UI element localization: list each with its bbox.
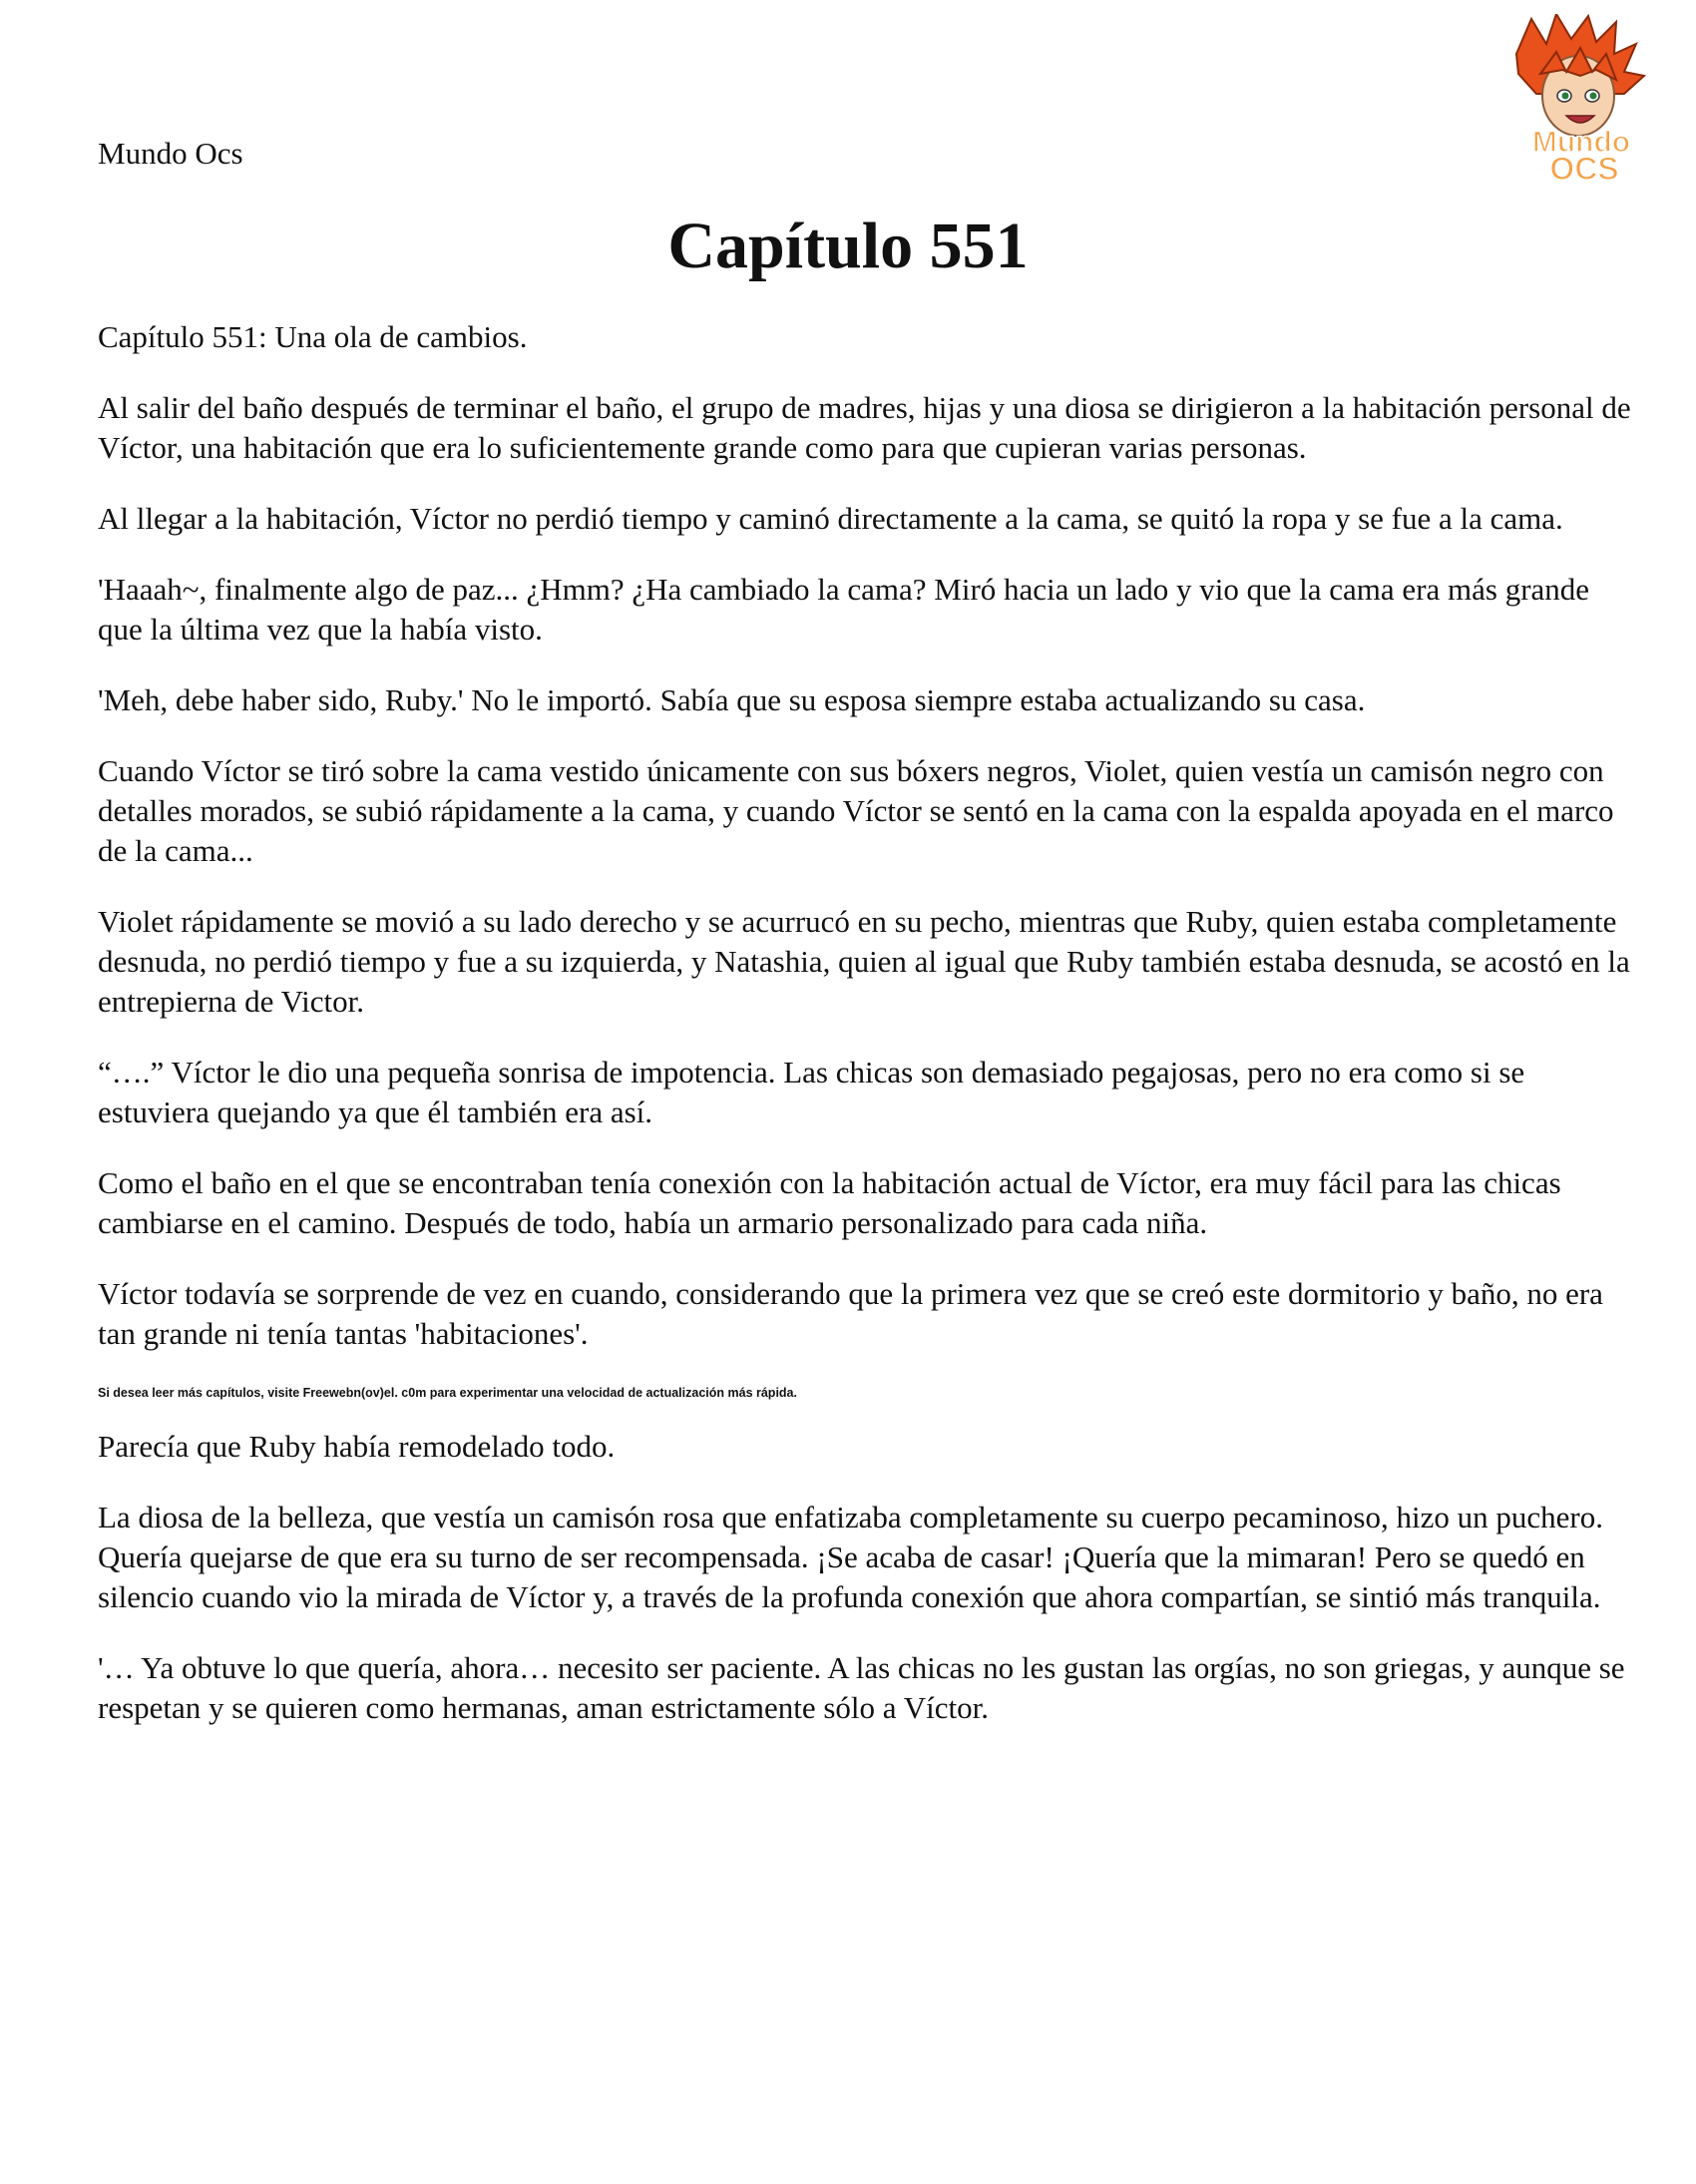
site-name: Mundo Ocs: [98, 136, 243, 171]
watermark-notice: Si desea leer más capítulos, visite Freewebn(ov)el. c0m para experimentar una velocidad de actualización más rápida.: [98, 1386, 797, 1400]
paragraph: Parecía que Ruby había remodelado todo.: [98, 1429, 616, 1464]
paragraph: Cuando Víctor se tiró sobre la cama vestido únicamente con sus bóxers negros, Violet, quien vestía un camisón negro con detalles morados, se subió rápidamente a la cama, y cuando Víctor se sentó en la cama con la espalda apoyada en el marco de la cama...: [98, 753, 1614, 868]
paragraph: Como el baño en el que se encontraban tenía conexión con la habitación actual de Víctor, era muy fácil para las chicas cambiarse en el camino. Después de todo, había un armario personalizado para cada niña.: [98, 1165, 1561, 1240]
logo-text-mundo: Mundo: [1531, 126, 1631, 159]
paragraph: Víctor todavía se sorprende de vez en cuando, considerando que la primera vez que se creó este dormitorio y baño, no era tan grande ni tenía tantas 'habitaciones'.: [98, 1276, 1603, 1351]
mundo-ocs-logo: [1496, 14, 1666, 186]
paragraph: Violet rápidamente se movió a su lado derecho y se acurrucó en su pecho, mientras que Ruby, quien estaba completamente desnuda, no perdió tiempo y fue a su izquierda, y Natashia, quien al igual que Ruby también estaba desnuda, se acostó en la entrepierna de Victor.: [98, 904, 1630, 1019]
chapter-body: [98, 317, 1634, 1759]
paragraph: '… Ya obtuve lo que quería, ahora… necesito ser paciente. A las chicas no les gustan las orgías, no son griegas, y aunque se respetan y se quieren como hermanas, aman estrictamente sólo a Víctor.: [98, 1650, 1625, 1725]
paragraph: 'Meh, debe haber sido, Ruby.' No le importó. Sabía que su esposa siempre estaba actualizando su casa.: [98, 682, 1366, 717]
paragraph: Al llegar a la habitación, Víctor no perdió tiempo y caminó directamente a la cama, se quitó la ropa y se fue a la cama.: [98, 501, 1563, 536]
paragraph: “….” Víctor le dio una pequeña sonrisa de impotencia. Las chicas son demasiado pegajosas, pero no era como si se estuviera quejando ya que él también era así.: [98, 1055, 1525, 1129]
paragraph: 'Haaah~, finalmente algo de paz... ¿Hmm? ¿Ha cambiado la cama? Miró hacia un lado y vio que la cama era más grande que la última vez que la había visto.: [98, 572, 1590, 647]
paragraph: Capítulo 551: Una ola de cambios.: [98, 319, 528, 354]
chapter-title: Capítulo 551: [667, 210, 1029, 282]
paragraph: Al salir del baño después de terminar el baño, el grupo de madres, hijas y una diosa se dirigieron a la habitación personal de Víctor, una habitación que era lo suficientemente grande como para que cupieran varias personas.: [98, 390, 1631, 465]
paragraph: La diosa de la belleza, que vestía un camisón rosa que enfatizaba completamente su cuerpo pecaminoso, hizo un puchero. Quería quejarse de que era su turno de ser recompensada. ¡Se acaba de casar! ¡Quería que la mimaran! Pero se quedó en silencio cuando vio la mirada de Víctor y, a través de la profunda conexión que ahora compartían, se sintió más tranquila.: [98, 1500, 1603, 1614]
logo-text-ocs: OCS: [1549, 151, 1619, 186]
